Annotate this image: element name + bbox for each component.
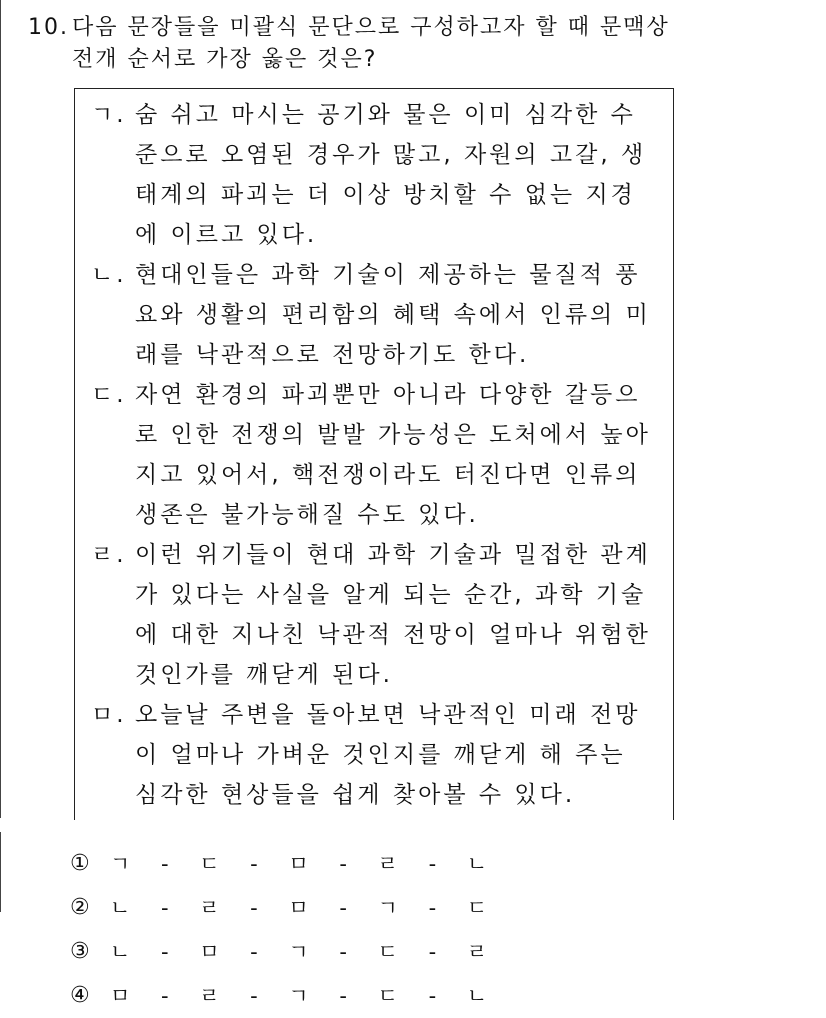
passage-item-rieul [91, 535, 663, 695]
item-line: 태계의 파괴는 더 이상 방치할 수 없는 지경 [135, 182, 636, 208]
choice-sequence: ㄴ - ㅁ - ㄱ - ㄷ - ㄹ [110, 940, 494, 964]
item-line: 오늘날 주변을 돌아보면 낙관적인 미래 전망 [135, 702, 641, 728]
item-line: 지고 있어서, 핵전쟁이라도 터진다면 인류의 [135, 462, 641, 488]
item-line: 이 얼마나 가벼운 것인지를 깨닫게 해 주는 [135, 742, 626, 768]
left-margin-rule [0, 0, 1, 818]
item-line: 이런 위기들이 현대 과학 기술과 밀접한 관계 [135, 542, 651, 568]
item-line: 심각한 현상들을 쉽게 찾아볼 수 있다. [135, 782, 576, 808]
question-stem [28, 12, 808, 76]
choice-number: ② [70, 895, 92, 920]
item-line: 현대인들은 과학 기술이 제공하는 물질적 풍 [135, 262, 641, 288]
choice-4[interactable] [70, 974, 493, 1018]
answer-choices [70, 842, 493, 1018]
question-text-1: 다음 문장들을 미괄식 문단으로 구성하고자 할 때 문맥상 [72, 15, 670, 40]
passage-item-giyeok [91, 95, 663, 255]
item-marker: ㅁ. [91, 702, 127, 728]
passage-item-mieum [91, 695, 663, 815]
item-line: 자연 환경의 파괴뿐만 아니라 다양한 갈등으 [135, 382, 641, 408]
item-line: 래를 낙관적으로 전망하기도 한다. [135, 342, 530, 368]
choice-2[interactable] [70, 886, 493, 930]
passage-item-nieun [91, 255, 663, 375]
item-marker: ㄷ. [91, 382, 127, 408]
item-marker: ㄹ. [91, 542, 127, 568]
choice-sequence: ㅁ - ㄹ - ㄱ - ㄷ - ㄴ [110, 984, 494, 1008]
question-text-2: 전개 순서로 가장 옳은 것은? [72, 47, 378, 72]
item-line: 숨 쉬고 마시는 공기와 물은 이미 심각한 수 [135, 102, 636, 128]
choice-3[interactable] [70, 930, 493, 974]
item-line: 준으로 오염된 경우가 많고, 자원의 고갈, 생 [135, 142, 647, 168]
passage-box [74, 88, 674, 820]
question-number: 10. [28, 15, 69, 40]
choice-number: ① [70, 851, 92, 876]
passage-item-digeut [91, 375, 663, 535]
question-line-1 [28, 12, 808, 44]
item-line: 가 있다는 사실을 알게 되는 순간, 과학 기술 [135, 582, 647, 608]
item-line: 생존은 불가능해질 수도 있다. [135, 502, 479, 528]
item-line: 에 이르고 있다. [135, 222, 318, 248]
item-line: 요와 생활의 편리함의 혜택 속에서 인류의 미 [135, 302, 651, 328]
item-marker: ㄴ. [91, 262, 127, 288]
item-line: 에 대한 지나친 낙관적 전망이 얼마나 위험한 [135, 622, 651, 648]
choice-sequence: ㄱ - ㄷ - ㅁ - ㄹ - ㄴ [110, 852, 494, 876]
choice-sequence: ㄴ - ㄹ - ㅁ - ㄱ - ㄷ [110, 896, 494, 920]
item-marker: ㄱ. [91, 102, 127, 128]
choice-number: ④ [70, 983, 92, 1008]
item-line: 로 인한 전쟁의 발발 가능성은 도처에서 높아 [135, 422, 651, 448]
item-line: 것인가를 깨닫게 된다. [135, 662, 393, 688]
choice-number: ③ [70, 939, 92, 964]
choice-1[interactable] [70, 842, 493, 886]
left-margin-rule-lower [0, 832, 1, 912]
